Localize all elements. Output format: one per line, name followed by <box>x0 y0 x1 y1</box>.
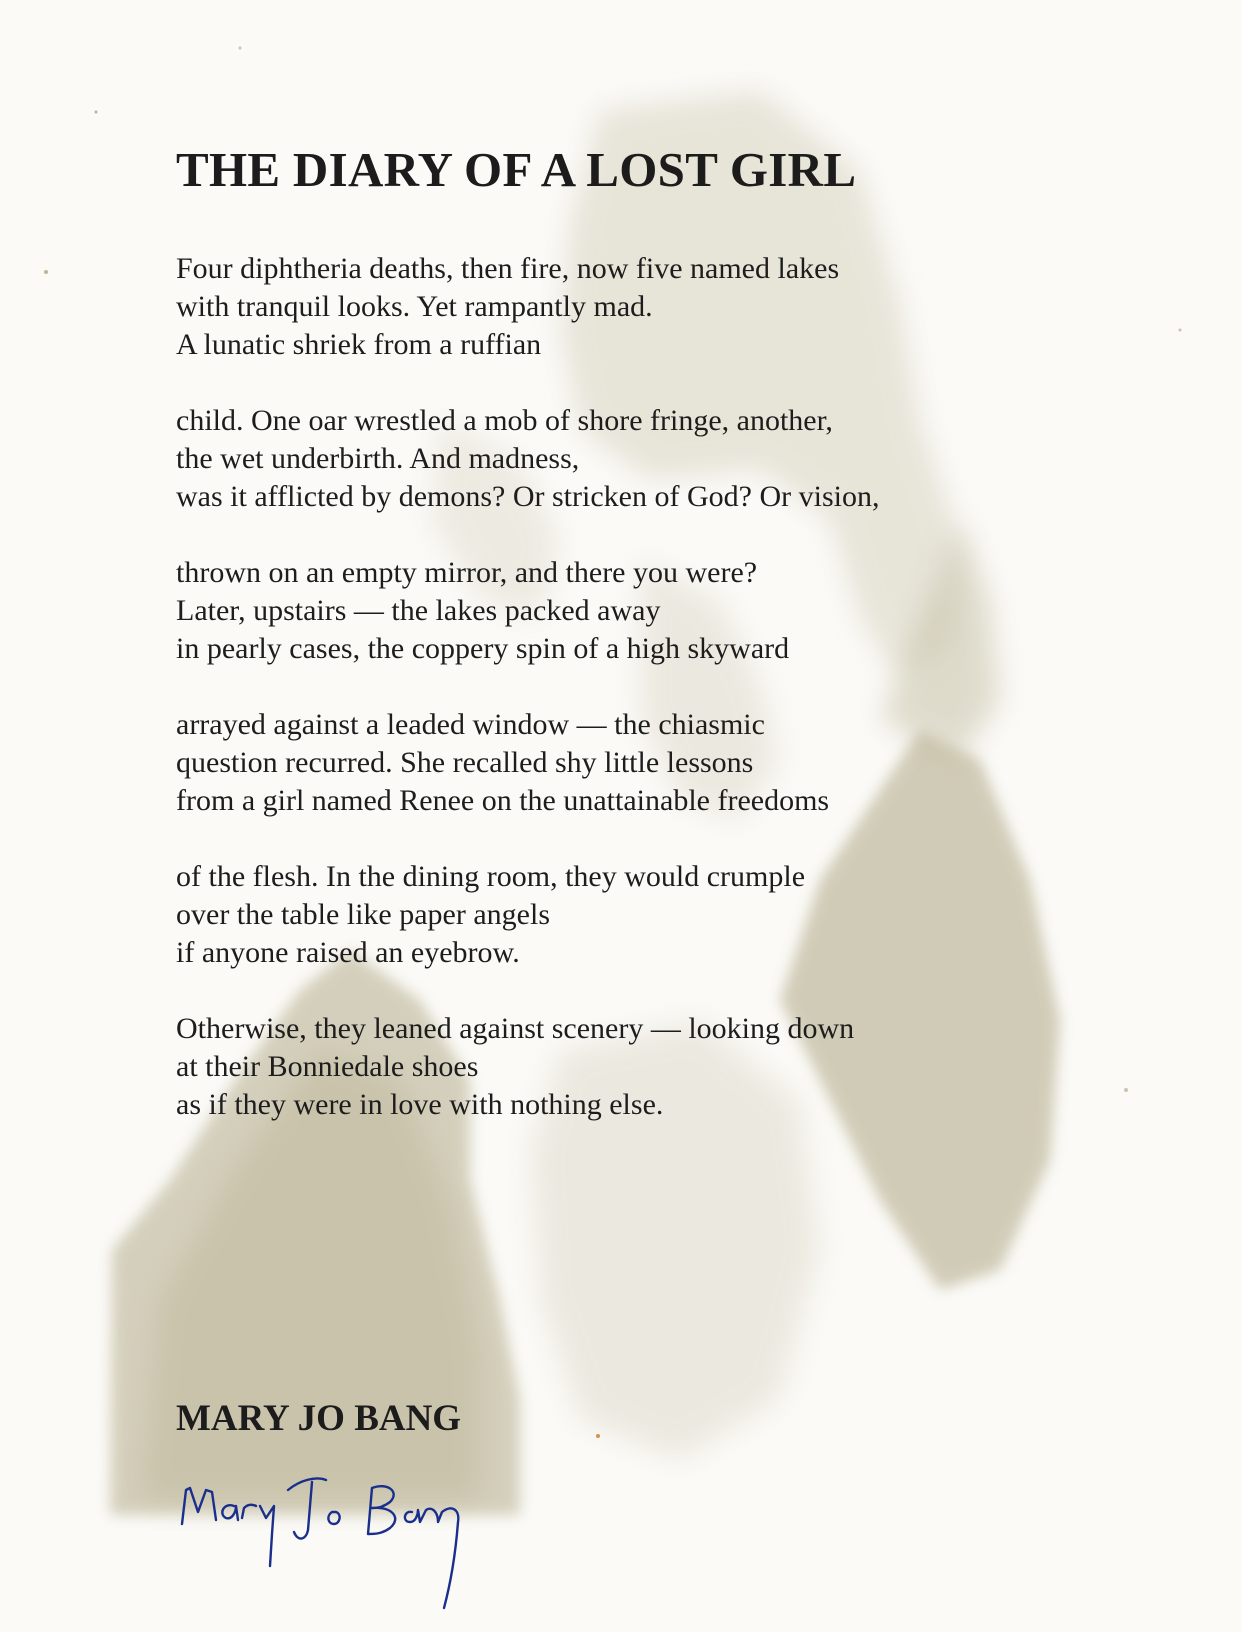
poem-line: Otherwise, they leaned against scenery — looking down <box>176 1012 855 1045</box>
stanza <box>176 402 1016 516</box>
poem-line: in pearly cases, the coppery spin of a high skyward <box>176 632 790 665</box>
poem-title: THE DIARY OF A LOST GIRL <box>176 142 857 197</box>
poem-line: of the flesh. In the dining room, they would crumple <box>176 860 806 893</box>
poem-line: child. One oar wrestled a mob of shore fringe, another, <box>176 404 833 437</box>
poem-line: Four diphtheria deaths, then fire, now five named lakes <box>176 252 840 285</box>
stanza <box>176 554 1016 668</box>
poem-line: question recurred. She recalled shy little lessons <box>176 746 754 779</box>
handwritten-signature <box>176 1468 496 1618</box>
stanza <box>176 250 1016 364</box>
poem-line: the wet underbirth. And madness, <box>176 442 580 475</box>
poem-line: if anyone raised an eyebrow. <box>176 936 520 969</box>
poem-line: arrayed against a leaded window — the chiasmic <box>176 708 765 741</box>
poem-body <box>176 250 1016 1162</box>
poem-line: A lunatic shriek from a ruffian <box>176 328 542 361</box>
poem-line: over the table like paper angels <box>176 898 551 931</box>
stanza <box>176 1010 1016 1124</box>
stanza <box>176 706 1016 820</box>
poem-line: thrown on an empty mirror, and there you were? <box>176 556 758 589</box>
poem-line: with tranquil looks. Yet rampantly mad. <box>176 290 653 323</box>
poem-line: Later, upstairs — the lakes packed away <box>176 594 661 627</box>
author-name: MARY JO BANG <box>176 1398 462 1439</box>
poem-line: from a girl named Renee on the unattainable freedoms <box>176 784 830 817</box>
stanza <box>176 858 1016 972</box>
poem-line: as if they were in love with nothing else. <box>176 1088 664 1121</box>
poem-line: at their Bonniedale shoes <box>176 1050 479 1083</box>
poem-line: was it afflicted by demons? Or stricken of God? Or vision, <box>176 480 880 513</box>
